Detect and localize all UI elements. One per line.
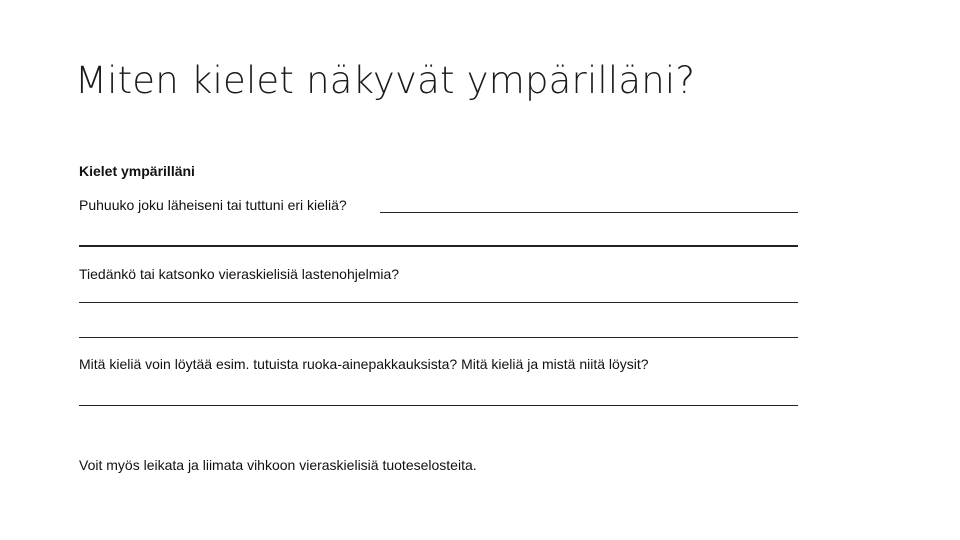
answer-line-2a (79, 302, 798, 303)
answer-line-1-inline (380, 212, 798, 213)
answer-line-1 (79, 245, 798, 247)
worksheet-heading: Kielet ympärilläni (79, 163, 195, 179)
answer-line-3 (79, 405, 798, 406)
worksheet (79, 0, 799, 540)
slide-title: Miten kielet näkyvät ympärilläni? (75, 59, 696, 102)
question-1: Puhuuko joku läheiseni tai tuttuni eri kieliä? (79, 197, 347, 213)
answer-line-2b (79, 337, 798, 338)
question-3: Mitä kieliä voin löytää esim. tutuista ruoka-ainepakkauksista? Mitä kieliä ja mistä niitä löysit? (79, 356, 649, 372)
worksheet-note: Voit myös leikata ja liimata vihkoon vieraskielisiä tuoteselosteita. (79, 457, 477, 473)
question-2: Tiedänkö tai katsonko vieraskielisiä lastenohjelmia? (79, 266, 400, 282)
